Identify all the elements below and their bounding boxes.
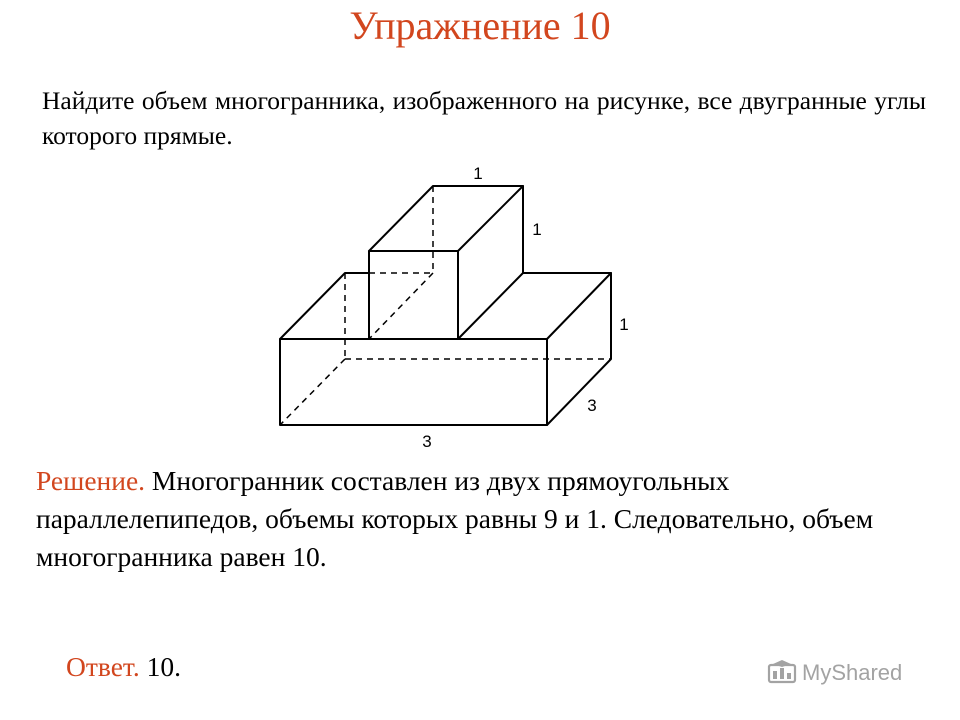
label-top-height: 1 bbox=[532, 220, 542, 239]
page-title: Упражнение 10 bbox=[349, 3, 611, 48]
hidden-edges bbox=[280, 186, 611, 425]
label-base-height: 1 bbox=[619, 315, 629, 334]
label-top-width: 1 bbox=[473, 164, 483, 183]
label-front-width: 3 bbox=[422, 432, 432, 451]
watermark-logo-text: MyShared bbox=[802, 660, 903, 685]
answer-line bbox=[66, 648, 181, 686]
answer-label: Ответ. bbox=[66, 651, 140, 682]
task-text: Найдите объем многогранника, изображенного на рисунке, все двугранные углы которого прямые. bbox=[42, 86, 926, 150]
answer-value: 10. bbox=[139, 651, 181, 682]
solution-text: Многогранник составлен из двух прямоугольных параллелепипедов, объемы которых равны 9 и 1. Следовательно, объем многогранника равен 10. bbox=[36, 465, 874, 572]
solution-label: Решение. bbox=[36, 465, 146, 496]
mortarboard-icon bbox=[767, 660, 797, 686]
solid-edges bbox=[280, 186, 611, 425]
watermark bbox=[767, 657, 902, 689]
solution-paragraph bbox=[36, 462, 926, 576]
label-depth: 3 bbox=[587, 396, 597, 415]
